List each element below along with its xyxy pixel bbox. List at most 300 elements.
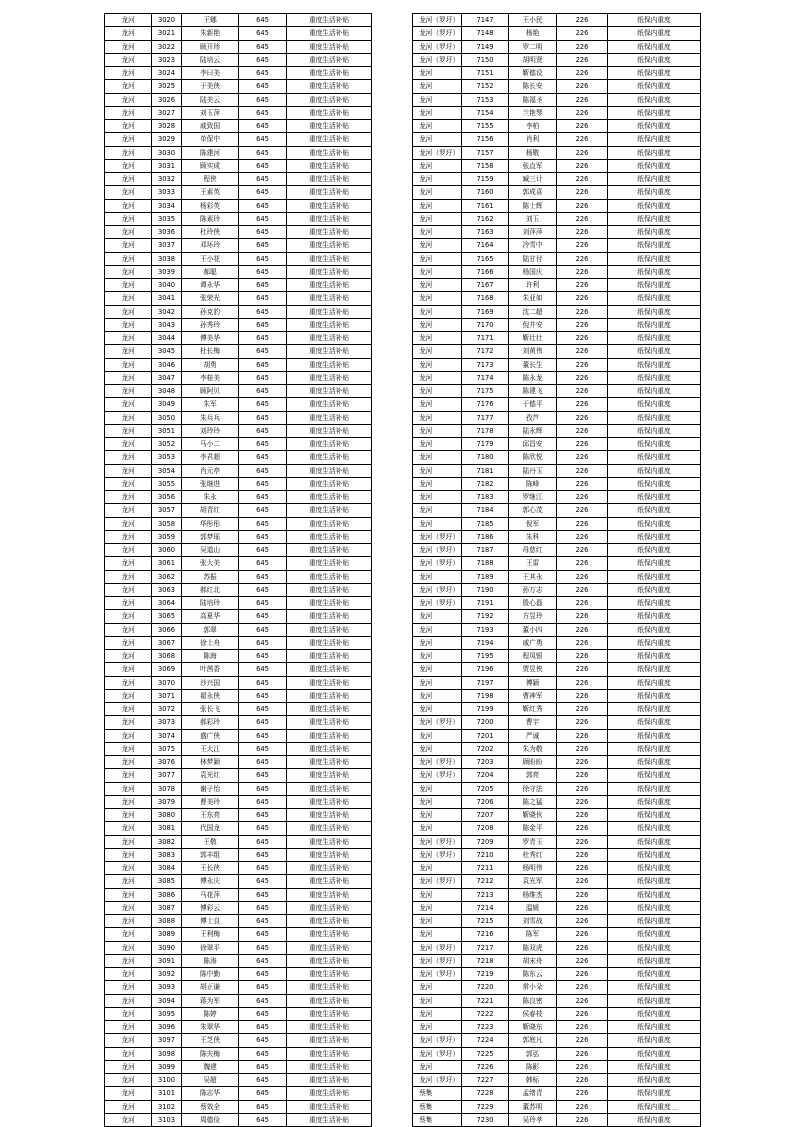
cell-town: 龙河（罗圩） xyxy=(413,954,462,967)
table-row xyxy=(413,676,701,689)
table-row xyxy=(413,371,701,384)
table-row xyxy=(105,133,372,146)
table-row xyxy=(413,265,701,278)
table-row xyxy=(413,358,701,371)
cell-amount: 645 xyxy=(239,477,287,490)
cell-town: 龙河 xyxy=(413,186,462,199)
cell-type: 纸保内重度 xyxy=(608,729,701,742)
cell-amount: 645 xyxy=(239,994,287,1007)
cell-id: 7200 xyxy=(462,716,509,729)
cell-amount: 226 xyxy=(557,835,608,848)
cell-type: 纸保内重度 xyxy=(608,67,701,80)
cell-town: 龙河 xyxy=(105,491,152,504)
cell-name: 陈东云 xyxy=(509,968,557,981)
cell-town: 龙河 xyxy=(105,610,152,623)
cell-id: 3099 xyxy=(152,1060,182,1073)
table-row xyxy=(105,809,372,822)
table-row xyxy=(413,212,701,225)
cell-type: 纸保内重度 xyxy=(608,915,701,928)
table-row xyxy=(413,928,701,941)
cell-name: 曹神军 xyxy=(509,689,557,702)
table-row xyxy=(413,968,701,981)
table-row xyxy=(413,1087,701,1100)
cell-name: 王大江 xyxy=(182,742,239,755)
cell-id: 3051 xyxy=(152,424,182,437)
cell-id: 7212 xyxy=(462,875,509,888)
cell-name: 陈涛 xyxy=(182,954,239,967)
cell-type: 纸保内重度 xyxy=(608,968,701,981)
cell-id: 7216 xyxy=(462,928,509,941)
cell-amount: 226 xyxy=(557,981,608,994)
cell-amount: 226 xyxy=(557,146,608,159)
cell-id: 3066 xyxy=(152,623,182,636)
cell-amount: 226 xyxy=(557,597,608,610)
cell-amount: 226 xyxy=(557,451,608,464)
cell-amount: 226 xyxy=(557,610,608,623)
cell-id: 7181 xyxy=(462,464,509,477)
cell-amount: 226 xyxy=(557,888,608,901)
table-row xyxy=(413,385,701,398)
cell-id: 3097 xyxy=(152,1034,182,1047)
cell-id: 7218 xyxy=(462,954,509,967)
cell-name: 陈士辉 xyxy=(509,199,557,212)
cell-name: 顾开珍 xyxy=(182,40,239,53)
cell-type: 重度生活补贴 xyxy=(287,517,372,530)
table-row xyxy=(105,968,372,981)
cell-amount: 645 xyxy=(239,1100,287,1113)
cell-town: 龙河 xyxy=(105,1074,152,1087)
cell-amount: 645 xyxy=(239,146,287,159)
cell-amount: 645 xyxy=(239,424,287,437)
table-row xyxy=(413,1100,701,1113)
cell-town: 龙河 xyxy=(105,650,152,663)
cell-type: 纸保内重度 xyxy=(608,477,701,490)
table-row xyxy=(413,53,701,66)
cell-amount: 226 xyxy=(557,1021,608,1034)
cell-town: 龙河 xyxy=(105,756,152,769)
cell-name: 杜玲侠 xyxy=(182,226,239,239)
cell-name: 孙万志 xyxy=(509,583,557,596)
cell-id: 3074 xyxy=(152,729,182,742)
cell-id: 3021 xyxy=(152,27,182,40)
cell-amount: 226 xyxy=(557,583,608,596)
cell-amount: 226 xyxy=(557,186,608,199)
cell-type: 重度生活补贴 xyxy=(287,822,372,835)
cell-town: 龙河 xyxy=(105,1087,152,1100)
cell-id: 7164 xyxy=(462,239,509,252)
cell-town: 龙河 xyxy=(105,279,152,292)
cell-amount: 645 xyxy=(239,464,287,477)
cell-name: 朱军 xyxy=(182,398,239,411)
cell-town: 龙河 xyxy=(105,385,152,398)
table-row xyxy=(413,689,701,702)
cell-town: 龙河 xyxy=(413,650,462,663)
cell-type: 重度生活补贴 xyxy=(287,464,372,477)
cell-type: 纸保内重度 xyxy=(608,583,701,596)
cell-town: 龙河 xyxy=(105,557,152,570)
cell-id: 3075 xyxy=(152,742,182,755)
cell-name: 王敬 xyxy=(182,835,239,848)
cell-type: 纸保内重度 xyxy=(608,265,701,278)
cell-id: 7209 xyxy=(462,835,509,848)
cell-town: 龙河 xyxy=(413,491,462,504)
table-row xyxy=(413,67,701,80)
cell-name: 沙兴国 xyxy=(182,676,239,689)
table-row xyxy=(105,862,372,875)
cell-amount: 645 xyxy=(239,199,287,212)
cell-id: 7167 xyxy=(462,279,509,292)
cell-amount: 226 xyxy=(557,968,608,981)
cell-type: 重度生活补贴 xyxy=(287,756,372,769)
cell-id: 7189 xyxy=(462,570,509,583)
cell-id: 7175 xyxy=(462,385,509,398)
cell-name: 杜秀红 xyxy=(509,848,557,861)
cell-name: 杨维杰 xyxy=(509,888,557,901)
cell-type: 纸保内重度 xyxy=(608,530,701,543)
cell-name: 陈夫梅 xyxy=(182,1047,239,1060)
cell-type: 重度生活补贴 xyxy=(287,398,372,411)
cell-type: 纸保内重度 xyxy=(608,305,701,318)
cell-type: 重度生活补贴 xyxy=(287,676,372,689)
cell-type: 重度生活补贴 xyxy=(287,292,372,305)
cell-name: 兰艳琴 xyxy=(509,106,557,119)
cell-amount: 645 xyxy=(239,371,287,384)
cell-type: 重度生活补贴 xyxy=(287,424,372,437)
cell-type: 纸保内重度 xyxy=(608,371,701,384)
table-row xyxy=(413,438,701,451)
cell-type: 纸保内重度 xyxy=(608,318,701,331)
cell-town: 龙河 xyxy=(105,292,152,305)
cell-id: 3082 xyxy=(152,835,182,848)
cell-town: 龙河（罗圩） xyxy=(413,716,462,729)
cell-amount: 226 xyxy=(557,915,608,928)
table-row xyxy=(105,583,372,596)
table-row xyxy=(413,504,701,517)
cell-type: 重度生活补贴 xyxy=(287,703,372,716)
cell-town: 龙河 xyxy=(413,888,462,901)
table-row xyxy=(105,358,372,371)
table-row xyxy=(413,1034,701,1047)
cell-id: 7188 xyxy=(462,557,509,570)
cell-town: 龙河 xyxy=(413,398,462,411)
cell-id: 3085 xyxy=(152,875,182,888)
cell-name: 陈素玲 xyxy=(182,212,239,225)
cell-amount: 645 xyxy=(239,583,287,596)
cell-id: 7169 xyxy=(462,305,509,318)
cell-id: 7213 xyxy=(462,888,509,901)
cell-amount: 645 xyxy=(239,1087,287,1100)
cell-amount: 645 xyxy=(239,530,287,543)
cell-type: 纸保内重度 xyxy=(608,345,701,358)
table-row xyxy=(413,14,701,27)
cell-name: 程凤银 xyxy=(509,650,557,663)
cell-amount: 645 xyxy=(239,491,287,504)
cell-name: 顾盼盼 xyxy=(509,756,557,769)
cell-type: 重度生活补贴 xyxy=(287,133,372,146)
cell-amount: 645 xyxy=(239,305,287,318)
cell-id: 7179 xyxy=(462,438,509,451)
cell-amount: 226 xyxy=(557,199,608,212)
cell-type: 纸保内重度 xyxy=(608,1034,701,1047)
cell-name: 冷雪中 xyxy=(509,239,557,252)
cell-type: 纸保内重度 xyxy=(608,226,701,239)
right-subsidy-table xyxy=(412,13,701,1127)
cell-town: 龙河 xyxy=(105,848,152,861)
table-row xyxy=(413,954,701,967)
cell-town: 龙河 xyxy=(105,226,152,239)
cell-amount: 645 xyxy=(239,358,287,371)
table-row xyxy=(105,292,372,305)
cell-amount: 645 xyxy=(239,663,287,676)
cell-id: 3070 xyxy=(152,676,182,689)
cell-type: 重度生活补贴 xyxy=(287,848,372,861)
cell-town: 龙河 xyxy=(413,676,462,689)
cell-name: 陆培云 xyxy=(182,53,239,66)
cell-type: 重度生活补贴 xyxy=(287,411,372,424)
cell-type: 重度生活补贴 xyxy=(287,650,372,663)
cell-type: 重度生活补贴 xyxy=(287,491,372,504)
cell-type: 重度生活补贴 xyxy=(287,981,372,994)
table-row xyxy=(413,729,701,742)
cell-type: 重度生活补贴 xyxy=(287,53,372,66)
cell-name: 陆美云 xyxy=(182,93,239,106)
cell-amount: 645 xyxy=(239,544,287,557)
cell-amount: 226 xyxy=(557,477,608,490)
cell-id: 7195 xyxy=(462,650,509,663)
cell-type: 重度生活补贴 xyxy=(287,1087,372,1100)
table-row xyxy=(105,186,372,199)
cell-amount: 645 xyxy=(239,636,287,649)
table-row xyxy=(413,756,701,769)
cell-name: 徐守法 xyxy=(509,782,557,795)
cell-id: 7194 xyxy=(462,636,509,649)
cell-id: 3069 xyxy=(152,663,182,676)
cell-amount: 226 xyxy=(557,80,608,93)
cell-name: 朱亚如 xyxy=(509,292,557,305)
cell-type: 重度生活补贴 xyxy=(287,186,372,199)
cell-name: 傅美华 xyxy=(182,332,239,345)
table-row xyxy=(105,252,372,265)
cell-name: 曹宇 xyxy=(509,716,557,729)
table-row xyxy=(105,226,372,239)
cell-id: 3077 xyxy=(152,769,182,782)
cell-amount: 226 xyxy=(557,517,608,530)
cell-name: 张大美 xyxy=(182,557,239,570)
cell-town: 龙河（罗圩） xyxy=(413,53,462,66)
cell-name: 单保中 xyxy=(182,133,239,146)
cell-town: 龙河 xyxy=(105,795,152,808)
cell-type: 纸保内重度 xyxy=(608,1021,701,1034)
table-row xyxy=(413,40,701,53)
cell-name: 陆甘付 xyxy=(509,252,557,265)
table-row xyxy=(413,477,701,490)
cell-name: 陆培玲 xyxy=(182,597,239,610)
cell-name: 谢子怡 xyxy=(182,782,239,795)
cell-town: 龙河 xyxy=(413,173,462,186)
table-row xyxy=(105,279,372,292)
cell-name: 陈长安 xyxy=(509,80,557,93)
cell-amount: 226 xyxy=(557,822,608,835)
cell-name: 陆永辉 xyxy=(509,424,557,437)
table-row xyxy=(105,915,372,928)
cell-id: 7160 xyxy=(462,186,509,199)
cell-amount: 645 xyxy=(239,106,287,119)
cell-town: 龙河（罗圩） xyxy=(413,583,462,596)
cell-town: 龙河（罗圩） xyxy=(413,146,462,159)
table-row xyxy=(105,40,372,53)
cell-amount: 645 xyxy=(239,1074,287,1087)
table-row xyxy=(105,610,372,623)
table-row xyxy=(105,636,372,649)
table-row xyxy=(105,901,372,914)
cell-id: 7201 xyxy=(462,729,509,742)
cell-amount: 226 xyxy=(557,67,608,80)
cell-name: 蔡效全 xyxy=(182,1100,239,1113)
cell-amount: 226 xyxy=(557,544,608,557)
cell-type: 重度生活补贴 xyxy=(287,583,372,596)
cell-type: 纸保内重度 xyxy=(608,981,701,994)
cell-id: 7227 xyxy=(462,1074,509,1087)
cell-id: 7204 xyxy=(462,769,509,782)
cell-town: 龙河 xyxy=(105,1060,152,1073)
cell-amount: 226 xyxy=(557,663,608,676)
table-row xyxy=(413,901,701,914)
cell-amount: 645 xyxy=(239,40,287,53)
table-row xyxy=(105,822,372,835)
cell-town: 龙河 xyxy=(413,517,462,530)
cell-name: 靳红秀 xyxy=(509,703,557,716)
cell-id: 3039 xyxy=(152,265,182,278)
cell-name: 王其永 xyxy=(509,570,557,583)
cell-name: 代国龙 xyxy=(182,822,239,835)
cell-amount: 226 xyxy=(557,795,608,808)
cell-name: 戚广勇 xyxy=(509,636,557,649)
table-row xyxy=(105,159,372,172)
cell-amount: 226 xyxy=(557,40,608,53)
cell-type: 纸保内重度 xyxy=(608,1060,701,1073)
cell-type: 重度生活补贴 xyxy=(287,1100,372,1113)
table-row xyxy=(105,385,372,398)
cell-id: 7184 xyxy=(462,504,509,517)
cell-amount: 226 xyxy=(557,994,608,1007)
table-row xyxy=(105,1047,372,1060)
table-row xyxy=(105,941,372,954)
cell-town: 龙河 xyxy=(105,623,152,636)
cell-type: 纸保内重度 xyxy=(608,1007,701,1020)
cell-type: 纸保内重度 xyxy=(608,1087,701,1100)
cell-type: 重度生活补贴 xyxy=(287,742,372,755)
cell-town: 龙河 xyxy=(105,835,152,848)
cell-id: 3047 xyxy=(152,371,182,384)
cell-name: 刘玉萍 xyxy=(182,106,239,119)
cell-name: 陈福圣 xyxy=(509,93,557,106)
right-table-body xyxy=(413,14,701,1127)
cell-id: 3033 xyxy=(152,186,182,199)
cell-id: 7147 xyxy=(462,14,509,27)
cell-town: 龙河 xyxy=(105,173,152,186)
table-row xyxy=(105,994,372,1007)
cell-amount: 226 xyxy=(557,1060,608,1073)
table-row xyxy=(413,941,701,954)
cell-name: 肖利 xyxy=(509,133,557,146)
cell-amount: 645 xyxy=(239,1060,287,1073)
cell-name: 母慈红 xyxy=(509,544,557,557)
cell-amount: 226 xyxy=(557,557,608,570)
cell-town: 龙河 xyxy=(413,332,462,345)
cell-amount: 645 xyxy=(239,835,287,848)
cell-town: 龙河 xyxy=(105,676,152,689)
cell-amount: 226 xyxy=(557,1113,608,1126)
cell-id: 3050 xyxy=(152,411,182,424)
cell-name: 倪军 xyxy=(509,517,557,530)
table-row xyxy=(413,530,701,543)
cell-amount: 645 xyxy=(239,610,287,623)
cell-id: 3022 xyxy=(152,40,182,53)
table-row xyxy=(413,544,701,557)
table-row xyxy=(105,742,372,755)
table-row xyxy=(413,199,701,212)
cell-type: 纸保内重度 xyxy=(608,954,701,967)
cell-type: 纸保内重度 xyxy=(608,822,701,835)
table-row xyxy=(413,186,701,199)
cell-name: 王小民 xyxy=(509,14,557,27)
table-row xyxy=(105,93,372,106)
cell-amount: 645 xyxy=(239,557,287,570)
cell-id: 7155 xyxy=(462,120,509,133)
cell-name: 陈志华 xyxy=(182,1087,239,1100)
cell-id: 7211 xyxy=(462,862,509,875)
cell-id: 7193 xyxy=(462,623,509,636)
cell-town: 龙河 xyxy=(105,1034,152,1047)
table-row xyxy=(105,888,372,901)
cell-name: 孜芦 xyxy=(509,411,557,424)
cell-name: 孙秀玲 xyxy=(182,318,239,331)
cell-id: 7180 xyxy=(462,451,509,464)
table-row xyxy=(413,769,701,782)
cell-type: 重度生活补贴 xyxy=(287,954,372,967)
cell-amount: 226 xyxy=(557,318,608,331)
cell-id: 3073 xyxy=(152,716,182,729)
cell-amount: 645 xyxy=(239,703,287,716)
table-row xyxy=(413,716,701,729)
cell-type: 纸保内重度 xyxy=(608,769,701,782)
cell-town: 龙河 xyxy=(105,239,152,252)
cell-amount: 226 xyxy=(557,742,608,755)
cell-town: 龙河 xyxy=(105,729,152,742)
table-row xyxy=(413,1007,701,1020)
table-row xyxy=(105,928,372,941)
cell-name: 严诚 xyxy=(509,729,557,742)
cell-town: 龙河 xyxy=(413,93,462,106)
cell-amount: 645 xyxy=(239,729,287,742)
cell-name: 陈建飞 xyxy=(509,385,557,398)
cell-amount: 645 xyxy=(239,954,287,967)
cell-amount: 645 xyxy=(239,332,287,345)
cell-amount: 645 xyxy=(239,848,287,861)
cell-name: 靳晓伙 xyxy=(509,809,557,822)
cell-amount: 645 xyxy=(239,318,287,331)
cell-amount: 645 xyxy=(239,120,287,133)
cell-type: 重度生活补贴 xyxy=(287,716,372,729)
cell-amount: 226 xyxy=(557,133,608,146)
table-row xyxy=(413,226,701,239)
cell-amount: 226 xyxy=(557,93,608,106)
cell-town: 龙河 xyxy=(105,159,152,172)
cell-town: 龙河 xyxy=(105,597,152,610)
cell-id: 7173 xyxy=(462,358,509,371)
cell-id: 3067 xyxy=(152,636,182,649)
cell-amount: 226 xyxy=(557,358,608,371)
